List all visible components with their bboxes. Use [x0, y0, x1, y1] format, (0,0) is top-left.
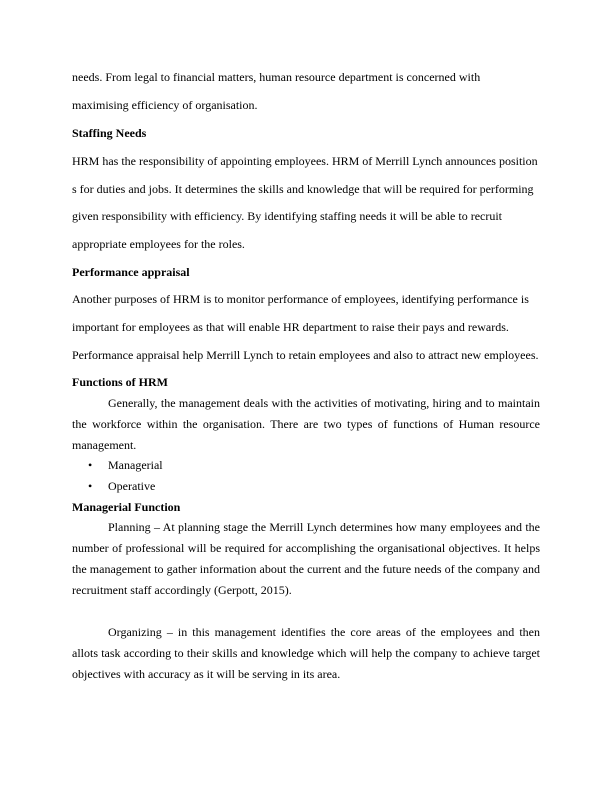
- planning-paragraph: Planning – At planning stage the Merrill Lynch determines how many employees and the number of professional will be required for accomplishing the organisational objectives. It helps the management to gather information about the current and the future needs of the company and recruitment staff accordingly (Gerpott, 2015).: [72, 520, 540, 597]
- intro-line-1: needs. From legal to financial matters, human resource department is concerned with: [72, 70, 481, 84]
- performance-heading: Performance appraisal: [72, 265, 190, 279]
- performance-line-1: Another purposes of HRM is to monitor performance of employees, identifying performance is: [72, 292, 529, 306]
- staffing-line-1: HRM has the responsibility of appointing employees. HRM of Merrill Lynch announces position: [72, 154, 538, 168]
- staffing-line-2: s for duties and jobs. It determines the skills and knowledge that will be required for performing: [72, 182, 534, 196]
- functions-heading: Functions of HRM: [72, 375, 168, 389]
- staffing-line-3: given responsibility with efficiency. By identifying staffing needs it will be able to recruit: [72, 209, 503, 223]
- organizing-paragraph: Organizing – in this management identifies the core areas of the employees and then allots task according to their skills and knowledge which will help the company to achieve target objectives with accuracy as it will be serving in its area.: [72, 625, 540, 681]
- bullet-operative: Operative: [108, 479, 156, 493]
- functions-paragraph: Generally, the management deals with the activities of motivating, hiring and to maintain the workforce within the organisation. There are two types of functions of Human resource management.: [72, 396, 540, 452]
- bullet-managerial: Managerial: [108, 458, 163, 472]
- managerial-heading: Managerial Function: [72, 500, 181, 514]
- staffing-line-4: appropriate employees for the roles.: [72, 237, 245, 251]
- performance-line-2: important for employees as that will enable HR department to raise their pays and rewards.: [72, 320, 509, 334]
- staffing-heading: Staffing Needs: [72, 126, 147, 140]
- bullet-marker: •: [88, 458, 93, 472]
- performance-line-3: Performance appraisal help Merrill Lynch to retain employees and also to attract new employees.: [72, 348, 539, 362]
- bullet-marker: •: [88, 479, 93, 493]
- intro-line-2: maximising efficiency of organisation.: [72, 98, 258, 112]
